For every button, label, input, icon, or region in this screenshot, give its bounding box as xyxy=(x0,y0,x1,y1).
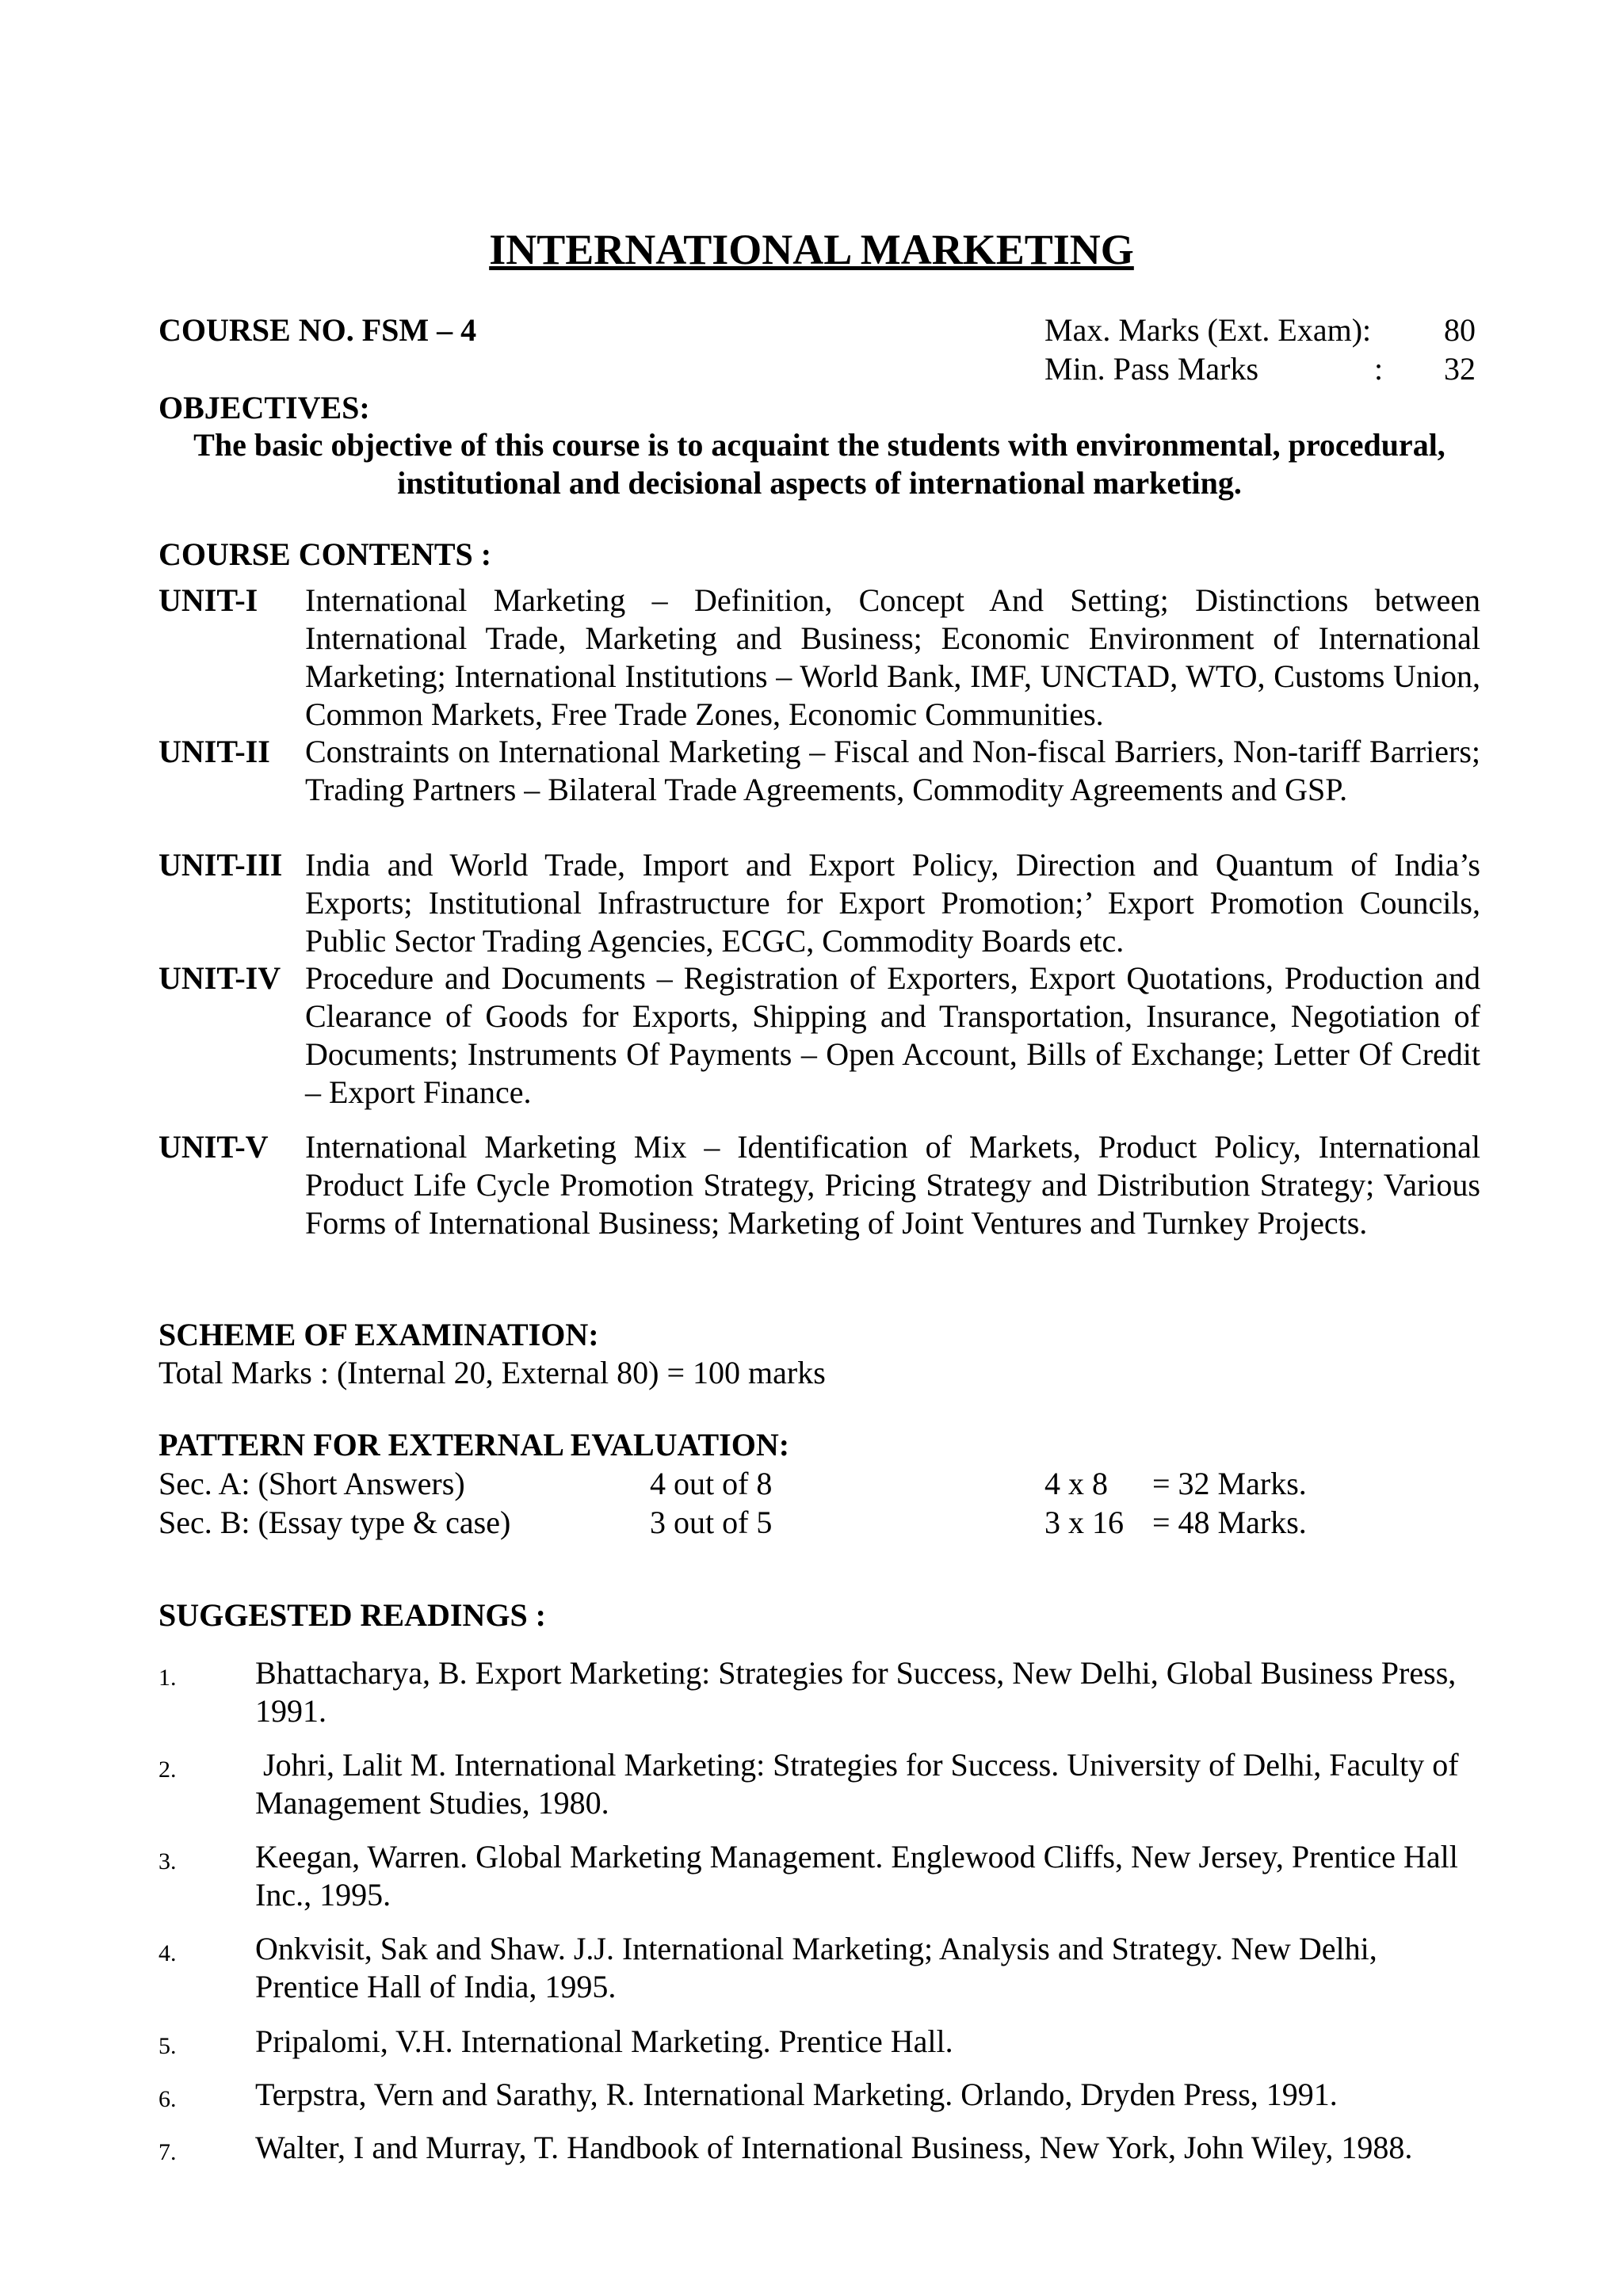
unit-name: UNIT-I xyxy=(158,582,258,618)
pattern-section: Sec. A: (Short Answers) xyxy=(158,1466,465,1501)
scheme-heading: SCHEME OF EXAMINATION: xyxy=(158,1317,599,1352)
pattern-section: Sec. B: (Essay type & case) xyxy=(158,1505,511,1540)
unit-description: Constraints on International Marketing – Fiscal and Non-fiscal Barriers, Non-tariff Barriers; Trading Partners – Bilateral Trade Agreements, Commodity Agreements and GSP. xyxy=(305,734,1480,807)
unit-description: India and World Trade, Import and Export Policy, Direction and Quantum of India’s Exports; Institutional Infrastructure for Export Promotion;’ Export Promotion Councils, Public Sector Trading Agencies, ECGC, Commodity Boards etc. xyxy=(305,847,1480,959)
readings-heading: SUGGESTED READINGS : xyxy=(158,1597,547,1633)
pattern-result: = 48 Marks. xyxy=(1152,1505,1307,1540)
reading-number: 2. xyxy=(158,1756,177,1783)
unit-description: International Marketing Mix – Identification of Markets, Product Policy, International Product Life Cycle Promotion Strategy, Pricing Strategy and Distribution Strategy; Various Forms of International Business; Marketing of Joint Ventures and Turnkey Projects. xyxy=(305,1129,1480,1241)
reading-number: 6. xyxy=(158,2086,177,2112)
pattern-calc: 4 x 8 xyxy=(1044,1466,1108,1501)
pattern-calc: 3 x 16 xyxy=(1044,1505,1124,1540)
reading-text: Walter, I and Murray, T. Handbook of International Business, New York, John Wiley, 1988. xyxy=(255,2130,1413,2165)
min-pass-marks-colon: : xyxy=(1374,351,1384,387)
reading-number: 5. xyxy=(158,2033,177,2059)
unit-name: UNIT-II xyxy=(158,734,270,769)
reading-number: 1. xyxy=(158,1665,177,1691)
pattern-choice: 3 out of 5 xyxy=(650,1505,773,1540)
pattern-choice: 4 out of 8 xyxy=(650,1466,773,1501)
min-pass-marks-value: 32 xyxy=(1444,351,1476,387)
pattern-heading: PATTERN FOR EXTERNAL EVALUATION: xyxy=(158,1427,790,1463)
reading-number: 7. xyxy=(158,2139,177,2165)
reading-text: Keegan, Warren. Global Marketing Management. Englewood Cliffs, New Jersey, Prentice Hall Inc., 1995. xyxy=(255,1839,1458,1913)
unit-description: Procedure and Documents – Registration of Exporters, Export Quotations, Production and Clearance of Goods for Exports, Shipping and Transportation, Insurance, Negotiation of Documents; Instruments Of Payments – Open Account, Bills of Exchange; Letter Of Credit – Export Finance. xyxy=(305,960,1480,1110)
max-marks-value: 80 xyxy=(1444,312,1476,348)
reading-text: Johri, Lalit M. International Marketing: Strategies for Success. University of Delhi, Faculty of Management Studies, 1980. xyxy=(255,1747,1467,1821)
page-title: INTERNATIONAL MARKETING xyxy=(489,226,1134,273)
course-number: COURSE NO. FSM – 4 xyxy=(158,312,477,348)
reading-number: 4. xyxy=(158,1940,177,1966)
reading-text: Terpstra, Vern and Sarathy, R. International Marketing. Orlando, Dryden Press, 1991. xyxy=(255,2077,1338,2112)
unit-name: UNIT-V xyxy=(158,1129,269,1165)
reading-text: Bhattacharya, B. Export Marketing: Strategies for Success, New Delhi, Global Business Press, 1991. xyxy=(255,1655,1457,1729)
reading-text: Onkvisit, Sak and Shaw. J.J. International Marketing; Analysis and Strategy. New Delhi, Prentice Hall of India, 1995. xyxy=(255,1931,1377,2004)
unit-description: International Marketing – Definition, Concept And Setting; Distinctions between International Trade, Marketing and Business; Economic Environment of International Marketing; International Institutions – World Bank, IMF, UNCTAD, WTO, Customs Union, Common Markets, Free Trade Zones, Economic Communities. xyxy=(305,582,1480,732)
unit-name: UNIT-III xyxy=(158,847,283,883)
objectives-text: The basic objective of this course is to acquaint the students with environmental, procedural, institutional and decisional aspects of international marketing. xyxy=(193,427,1445,501)
unit-name: UNIT-IV xyxy=(158,960,281,996)
max-marks-label: Max. Marks (Ext. Exam): xyxy=(1044,312,1372,348)
pattern-result: = 32 Marks. xyxy=(1152,1466,1307,1501)
min-pass-marks-label: Min. Pass Marks xyxy=(1044,351,1259,387)
objectives-heading: OBJECTIVES: xyxy=(158,390,370,425)
reading-number: 3. xyxy=(158,1848,177,1875)
reading-text: Pripalomi, V.H. International Marketing. Prentice Hall. xyxy=(255,2023,953,2059)
scheme-text: Total Marks : (Internal 20, External 80) = 100 marks xyxy=(158,1355,826,1390)
course-contents-heading: COURSE CONTENTS : xyxy=(158,536,492,572)
